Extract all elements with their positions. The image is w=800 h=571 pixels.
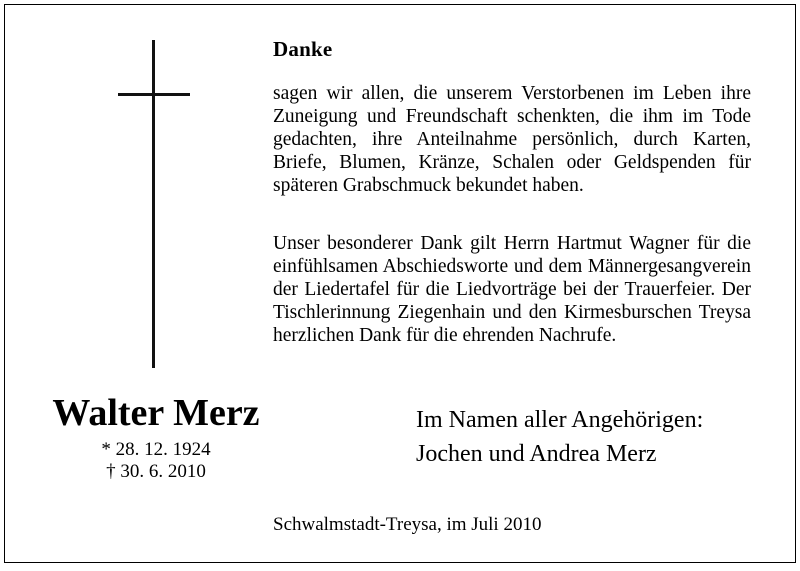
obituary-thanks-notice xyxy=(4,4,796,563)
cross-horizontal-bar xyxy=(118,93,190,96)
death-date: † 30. 6. 2010 xyxy=(106,461,206,482)
signature-names: Jochen und Andrea Merz xyxy=(416,441,657,467)
thanks-paragraph-general: sagen wir allen, die unserem Verstorbenen im Leben ihre Zuneigung und Freundschaft schenkten, die ihm im Tode gedachten, ihre Anteilnahme persönlich, durch Karten, Briefe, Blumen, Kränze, Schalen oder Geldspenden für späteren Grabschmuck bekundet haben. xyxy=(273,83,751,196)
thanks-paragraph-special: Unser besonderer Dank gilt Herrn Hartmut Wagner für die einfühlsamen Abschiedsworte und dem Männergesangverein der Liedertafel für die Liedvorträge bei der Trauerfeier. Der Tischlerinnung Ziegenhain und den Kirmesburschen Treysa herzlichen Dank für die ehrenden Nachrufe. xyxy=(273,233,751,346)
birth-date: * 28. 12. 1924 xyxy=(101,439,211,460)
deceased-name: Walter Merz xyxy=(52,392,260,434)
cross-vertical-bar xyxy=(152,40,155,368)
place-and-date: Schwalmstadt-Treysa, im Juli 2010 xyxy=(273,514,542,535)
signature-intro: Im Namen aller Angehörigen: xyxy=(416,407,704,433)
thanks-heading: Danke xyxy=(273,37,333,61)
cross-icon xyxy=(118,40,190,368)
